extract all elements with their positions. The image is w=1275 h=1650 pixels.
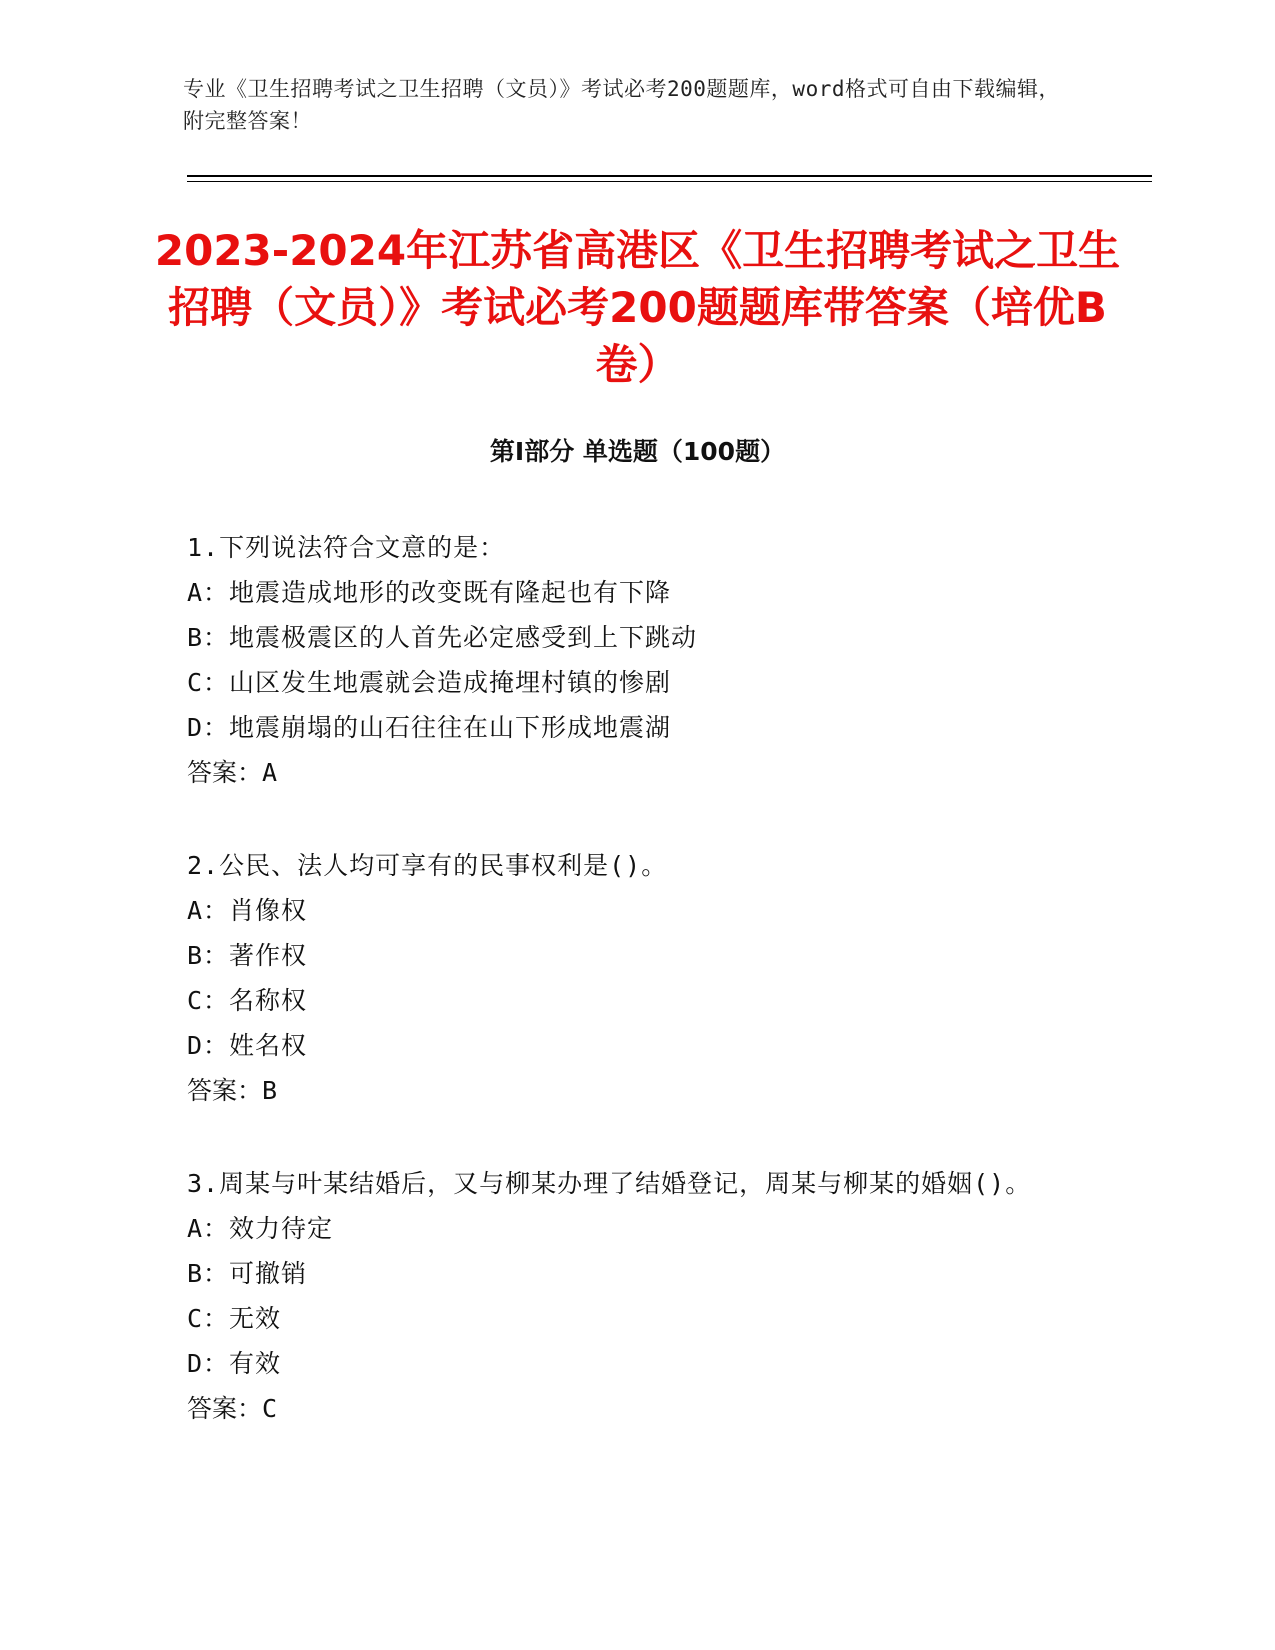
option-d: D：有效 (187, 1349, 282, 1378)
question-item (187, 1161, 1067, 1431)
question-stem: 3.周某与叶某结婚后，又与柳某办理了结婚登记，周某与柳某的婚姻()。 (187, 1169, 1032, 1198)
answer-line (187, 1386, 1067, 1431)
answer-value: C (262, 1394, 278, 1423)
option-a: A：效力待定 (187, 1214, 334, 1243)
option-a: A：肖像权 (187, 896, 308, 925)
option-c: C：无效 (187, 1304, 282, 1333)
question-item (187, 843, 1067, 1113)
answer-label: 答案： (187, 1076, 263, 1105)
document-title: 2023-2024年江苏省高港区《卫生招聘考试之卫生招聘（文员）》考试必考200题题库带答案（培优B卷） (154, 226, 1121, 389)
intro-text: 专业《卫生招聘考试之卫生招聘（文员）》考试必考200题题库，word格式可自由下载编辑，附完整答案！ (183, 77, 1060, 133)
answer-value: B (262, 1076, 278, 1105)
option-b: B：可撤销 (187, 1259, 308, 1288)
header-divider-thin (187, 181, 1152, 182)
answer-line (187, 1068, 1067, 1113)
answer-label: 答案： (187, 758, 263, 787)
option-c: C：山区发生地震就会造成掩埋村镇的惨剧 (187, 668, 672, 697)
option-b: B：地震极震区的人首先必定感受到上下跳动 (187, 623, 698, 652)
question-stem: 1.下列说法符合文意的是： (187, 533, 506, 562)
question-item (187, 525, 1067, 795)
answer-line (187, 750, 1067, 795)
section-heading: 第Ⅰ部分 单选题（100题） (489, 437, 786, 466)
option-a: A：地震造成地形的改变既有隆起也有下降 (187, 578, 672, 607)
question-list (187, 525, 1067, 1479)
option-c: C：名称权 (187, 986, 308, 1015)
option-b: B：著作权 (187, 941, 308, 970)
answer-value: A (262, 758, 278, 787)
option-d: D：地震崩塌的山石往往在山下形成地震湖 (187, 713, 672, 742)
question-stem: 2.公民、法人均可享有的民事权利是()。 (187, 851, 668, 880)
answer-label: 答案： (187, 1394, 263, 1423)
header-divider-thick (187, 175, 1152, 177)
option-d: D：姓名权 (187, 1031, 308, 1060)
